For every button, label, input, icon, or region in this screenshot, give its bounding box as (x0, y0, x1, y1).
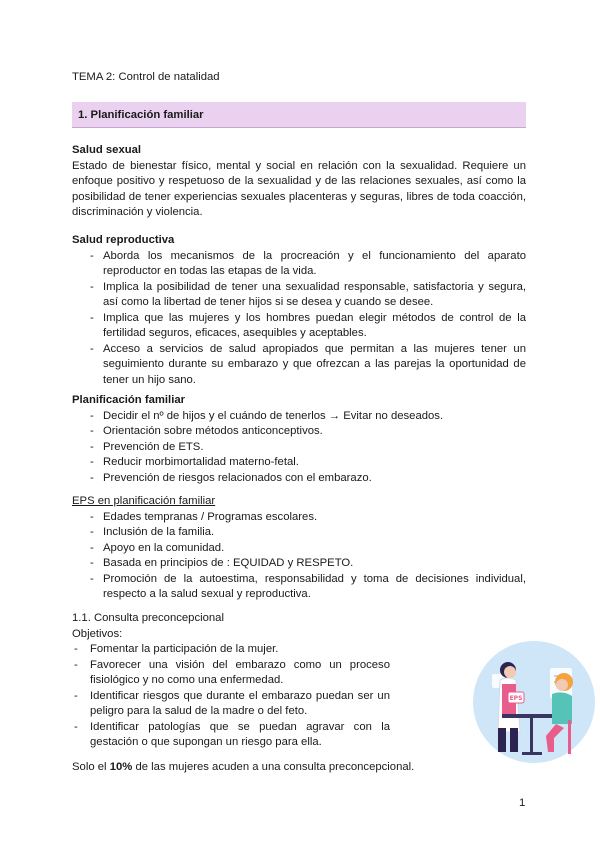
list-item: - Acceso a servicios de salud apropiados que permitan a las mujeres tener un seguimiento durante su embarazo y que ofrezcan a las parejas la oportunidad de tener un hijo sano. (72, 342, 526, 389)
page-number: 1 (519, 797, 526, 809)
objetivos-list (72, 642, 390, 751)
eps-list (72, 510, 526, 603)
list-item: - Identificar patologías que se puedan agravar con la gestación o que supongan un riesgo para ella. (72, 720, 390, 751)
salud-sexual-heading: Salud sexual (72, 144, 142, 156)
eps-heading: EPS en planificación familiar (72, 495, 216, 507)
list-item: - Prevención de ETS. (72, 440, 526, 456)
list-item: - Favorecer una visión del embarazo como un proceso fisiológico y no como una enfermedad. (72, 658, 390, 689)
salud-sexual-text: Estado de bienestar físico, mental y social en relación con la sexualidad. Requiere un enfoque positivo y respetuoso de la sexualidad y de las relaciones sexuales, así como la posibilidad de tener experiencias sexuales placenteras y seguras, libres de toda coacción, discriminación y violencia. (72, 159, 526, 218)
stat-value: 10% (109, 761, 133, 773)
list-item: - Orientación sobre métodos anticonceptivos. (72, 424, 526, 440)
salud-sexual-block (72, 143, 526, 221)
list-item: - Inclusión de la familia. (72, 525, 526, 541)
stat-prefix: Solo el (72, 761, 110, 773)
planificacion-list (72, 409, 526, 487)
objetivos-label: Objetivos: (72, 627, 123, 640)
consulta-stat (72, 760, 526, 776)
list-item: - Apoyo en la comunidad. (72, 541, 526, 557)
list-item: - Fomentar la participación de la mujer. (72, 642, 390, 658)
eps-block (72, 494, 526, 603)
list-item: - Prevención de riesgos relacionados con el embarazo. (72, 471, 526, 487)
list-item: - Basada en principios de : EQUIDAD y RESPETO. (72, 556, 526, 572)
list-item: - Aborda los mecanismos de la procreación y el funcionamiento del aparato reproductor en todas las etapas de la vida. (72, 249, 526, 280)
topic-title: TEMA 2: Control de natalidad (72, 71, 220, 83)
salud-reproductiva-block (72, 233, 526, 388)
list-item: - Decidir el nº de hijos y el cuándo de tenerlos → Evitar no deseados. (72, 409, 526, 425)
section-heading-planificacion: 1. Planificación familiar (72, 102, 526, 128)
consulta-heading: 1.1. Consulta preconcepcional (72, 612, 224, 624)
list-item: - Implica que las mujeres y los hombres puedan elegir métodos de control de la fertilidad seguros, eficaces, asequibles y aceptables. (72, 311, 526, 342)
stat-suffix: de las mujeres acuden a una consulta preconcepcional. (132, 761, 415, 773)
eps-badge: EPS (509, 695, 523, 702)
list-item: - Edades tempranas / Programas escolares. (72, 510, 526, 526)
salud-reproductiva-heading: Salud reproductiva (72, 234, 175, 246)
consulta-block (72, 611, 526, 751)
list-item: - Promoción de la autoestima, responsabilidad y toma de decisiones individual, respecto a la salud sexual y reproductiva. (72, 572, 526, 603)
consultation-illustration (472, 640, 596, 764)
planificacion-block (72, 393, 526, 486)
salud-reproductiva-list (72, 249, 526, 389)
list-item: - Reducir morbimortalidad materno-fetal. (72, 455, 526, 471)
planificacion-heading: Planificación familiar (72, 394, 186, 406)
list-item: - Implica la posibilidad de tener una sexualidad responsable, satisfactoria y segura, así como la libertad de tener hijos si se desea y cuando se desee. (72, 280, 526, 311)
illustration-background (473, 641, 595, 763)
list-item: - Identificar riesgos que durante el embarazo puedan ser un peligro para la salud de la madre o del feto. (72, 689, 390, 720)
